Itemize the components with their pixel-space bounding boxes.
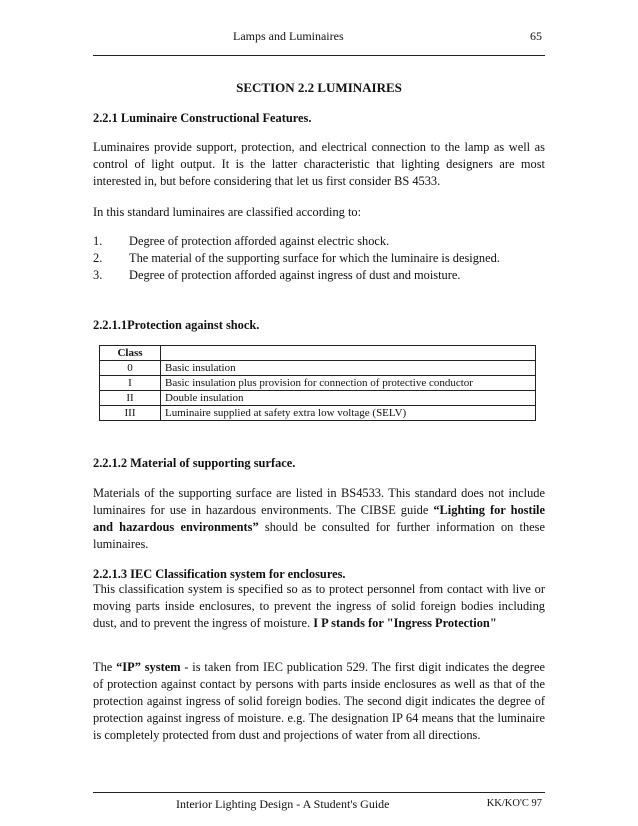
class-cell: III xyxy=(100,406,161,421)
table-header-row xyxy=(100,346,536,361)
footer-title: Interior Lighting Design - A Student's Guide xyxy=(176,797,390,811)
paragraph-luminaires-intro: Luminaires provide support, protection, and electrical connection to the lamp as well as control of light output. It is the latter characteristic that lighting designers are most interested in, but before considering that let us first consider BS 4533. xyxy=(93,140,545,188)
heading-2-2-1: 2.2.1 Luminaire Constructional Features. xyxy=(93,111,312,125)
paragraph-ip-system: The “IP” system - is taken from IEC publication 529. The first digit indicates the degree of protection against contact by persons with parts inside enclosures as well as that of the protection against ingress of solid foreign bodies. The second digit indicates the degree of protection against ingress of moisture. e.g. The designation IP 64 means that the luminaire is completely protected from dust and projections of water from all directions. xyxy=(93,660,545,742)
running-footer xyxy=(93,797,545,813)
heading-2-2-1-3: 2.2.1.3 IEC Classification system for enclosures. xyxy=(93,567,346,581)
footer-rule xyxy=(93,792,545,793)
section-title: SECTION 2.2 LUMINAIRES xyxy=(236,80,402,95)
description-cell: Luminaire supplied at safety extra low voltage (SELV) xyxy=(161,406,536,421)
list-item: 2. The material of the supporting surface for which the luminaire is designed. xyxy=(93,251,500,265)
running-header xyxy=(93,29,545,45)
description-column-header xyxy=(161,346,536,361)
list-item: 1. Degree of protection afforded against electric shock. xyxy=(93,234,390,248)
heading-2-2-1-2: 2.2.1.2 Material of supporting surface. xyxy=(93,456,296,470)
header-title: Lamps and Luminaires xyxy=(233,29,344,43)
shock-protection-table xyxy=(99,345,536,421)
table-row xyxy=(100,391,536,406)
page-number: 65 xyxy=(530,29,542,43)
paragraph-classification-intro: In this standard luminaires are classified according to: xyxy=(93,205,362,219)
class-cell: II xyxy=(100,391,161,406)
description-cell: Double insulation xyxy=(161,391,536,406)
table-row xyxy=(100,406,536,421)
paragraph-supporting-surface: Materials of the supporting surface are listed in BS4533. This standard does not include luminaires for use in hazardous environments. The CIBSE guide “Lighting for hostile and hazardous environments” should be consulted for further information on these luminaires. xyxy=(93,486,545,551)
class-cell: I xyxy=(100,376,161,391)
table-row xyxy=(100,361,536,376)
paragraph-iec-classification: This classification system is specified so as to protect personnel from contact with live or moving parts inside enclosures, to prevent the ingress of solid foreign bodies including dust, and to prevent the ingress of moisture. I P stands for "Ingress Protection" xyxy=(93,582,545,630)
header-rule xyxy=(93,55,545,56)
class-cell: 0 xyxy=(100,361,161,376)
table-row xyxy=(100,376,536,391)
description-cell: Basic insulation xyxy=(161,361,536,376)
heading-2-2-1-1: 2.2.1.1Protection against shock. xyxy=(93,318,260,332)
footer-code: KK/KO'C 97 xyxy=(486,798,542,809)
list-item: 3. Degree of protection afforded against ingress of dust and moisture. xyxy=(93,268,461,282)
class-column-header: Class xyxy=(100,346,161,361)
classification-list xyxy=(93,233,545,284)
description-cell: Basic insulation plus provision for connection of protective conductor xyxy=(161,376,536,391)
